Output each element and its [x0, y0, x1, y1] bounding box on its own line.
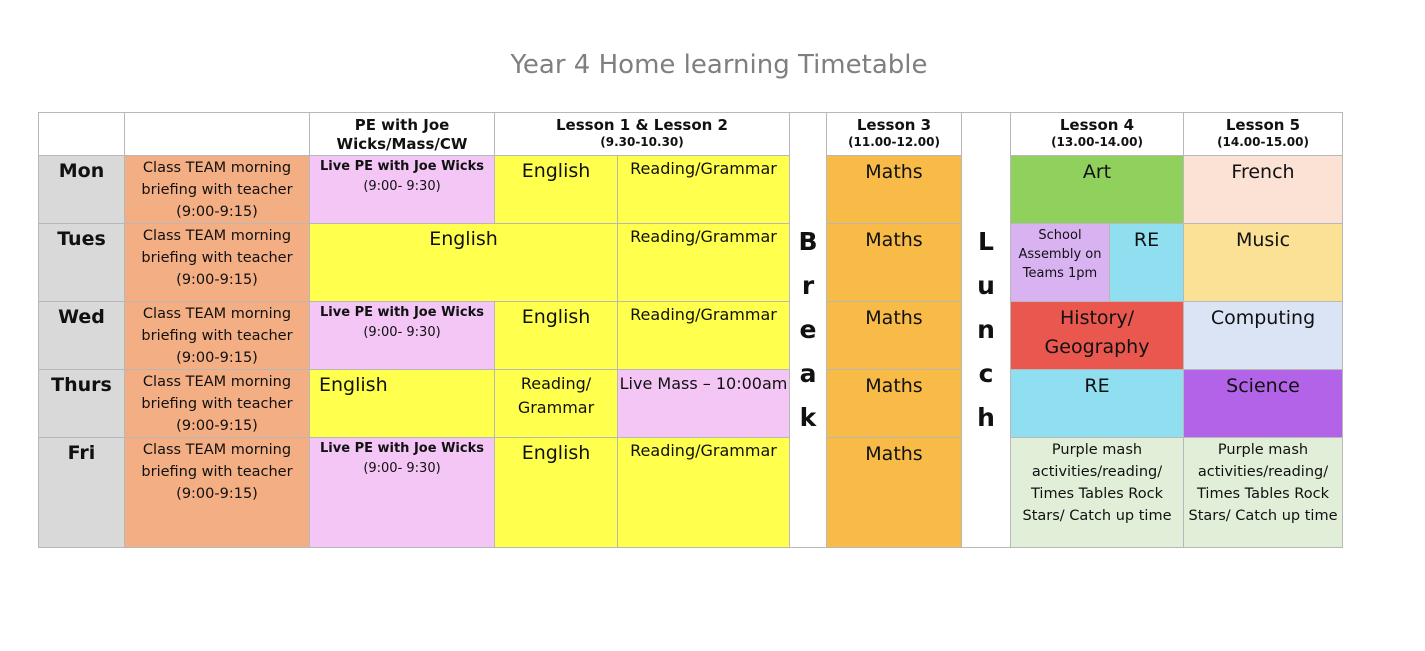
briefing-cell: Class TEAM morning briefing with teacher (9:00-9:15) [125, 302, 310, 370]
header-briefing [125, 113, 310, 156]
maths-cell: Maths [827, 156, 962, 224]
briefing-cell: Class TEAM morning briefing with teacher (9:00-9:15) [125, 156, 310, 224]
briefing-cell: Class TEAM morning briefing with teacher (9:00-9:15) [125, 438, 310, 548]
header-lesson3 [827, 113, 962, 156]
live-mass-cell: Live Mass – 10:00am [618, 370, 790, 438]
day-label: Mon [39, 156, 125, 224]
maths-cell: Maths [827, 370, 962, 438]
briefing-cell: Class TEAM morning briefing with teacher (9:00-9:15) [125, 370, 310, 438]
lesson4-assembly: School Assembly on Teams 1pm [1011, 224, 1110, 302]
day-row-fri [39, 438, 1343, 548]
header-corner [39, 113, 125, 156]
day-row-thurs [39, 370, 1343, 438]
header-lesson4-label: Lesson 4 [1059, 116, 1135, 134]
day-row-wed [39, 302, 1343, 370]
briefing-cell: Class TEAM morning briefing with teacher (9:00-9:15) [125, 224, 310, 302]
lunch-letter: c [978, 359, 994, 388]
header-lesson12 [495, 113, 790, 156]
break-letter: a [799, 359, 817, 388]
pe-cell [310, 302, 495, 370]
lesson5-music: Music [1184, 224, 1343, 302]
header-lesson5-time: (14.00-15.00) [1217, 135, 1309, 149]
english-cell: English [495, 302, 618, 370]
break-letter: B [798, 227, 818, 256]
lunch-column [962, 113, 1011, 548]
reading-grammar-cell: Reading/ Grammar [495, 370, 618, 438]
pe-time: (9:00- 9:30) [363, 461, 441, 476]
lesson4-history-geography: History/ Geography [1011, 302, 1184, 370]
day-label: Fri [39, 438, 125, 548]
day-label: Tues [39, 224, 125, 302]
header-lesson12-time: (9.30-10.30) [600, 135, 684, 149]
lesson4-purple-mash: Purple mash activities/reading/ Times Tables Rock Stars/ Catch up time [1011, 438, 1184, 548]
day-row-tues [39, 224, 1343, 302]
lunch-letter: n [977, 315, 995, 344]
lesson5-computing: Computing [1184, 302, 1343, 370]
maths-cell: Maths [827, 224, 962, 302]
header-pe [310, 113, 495, 156]
pe-cell [310, 438, 495, 548]
break-letter: r [801, 271, 815, 300]
english-cell: English [495, 438, 618, 548]
page-title: Year 4 Home learning Timetable [510, 50, 928, 80]
reading-grammar-cell: Reading/Grammar [618, 224, 790, 302]
header-lesson3-label: Lesson 3 [856, 116, 932, 134]
maths-cell: Maths [827, 302, 962, 370]
pe-time: (9:00- 9:30) [363, 325, 441, 340]
english-cell: English [310, 370, 495, 438]
pe-time: (9:00- 9:30) [363, 179, 441, 194]
lesson4-re: RE [1011, 370, 1184, 438]
pe-title: Live PE with Joe Wicks [320, 159, 484, 174]
header-lesson5 [1184, 113, 1343, 156]
lesson5-purple-mash: Purple mash activities/reading/ Times Tables Rock Stars/ Catch up time [1184, 438, 1343, 548]
pe-title: Live PE with Joe Wicks [320, 441, 484, 456]
english-cell: English [495, 156, 618, 224]
english-cell: English [310, 224, 618, 302]
header-lesson5-label: Lesson 5 [1225, 116, 1301, 134]
pe-cell [310, 156, 495, 224]
header-lesson3-time: (11.00-12.00) [848, 135, 940, 149]
day-label: Thurs [39, 370, 125, 438]
timetable [38, 112, 1343, 548]
break-column [790, 113, 827, 548]
lunch-letter: u [977, 271, 995, 300]
header-row [39, 113, 1343, 156]
lesson4-re: RE [1110, 224, 1184, 302]
reading-grammar-cell: Reading/Grammar [618, 156, 790, 224]
lesson4-art: Art [1011, 156, 1184, 224]
header-lesson4 [1011, 113, 1184, 156]
header-lesson4-time: (13.00-14.00) [1051, 135, 1143, 149]
lunch-letter: L [978, 227, 994, 256]
maths-cell: Maths [827, 438, 962, 548]
break-letter: k [799, 403, 817, 432]
reading-grammar-cell: Reading/Grammar [618, 302, 790, 370]
break-letter: e [799, 315, 817, 344]
lunch-letter: h [977, 403, 995, 432]
lesson5-science: Science [1184, 370, 1343, 438]
reading-grammar-cell: Reading/Grammar [618, 438, 790, 548]
day-row-mon [39, 156, 1343, 224]
pe-title: Live PE with Joe Wicks [320, 305, 484, 320]
day-label: Wed [39, 302, 125, 370]
header-lesson12-label: Lesson 1 & Lesson 2 [556, 116, 728, 134]
header-pe-label: PE with Joe Wicks/Mass/CW [336, 116, 468, 153]
lesson5-french: French [1184, 156, 1343, 224]
